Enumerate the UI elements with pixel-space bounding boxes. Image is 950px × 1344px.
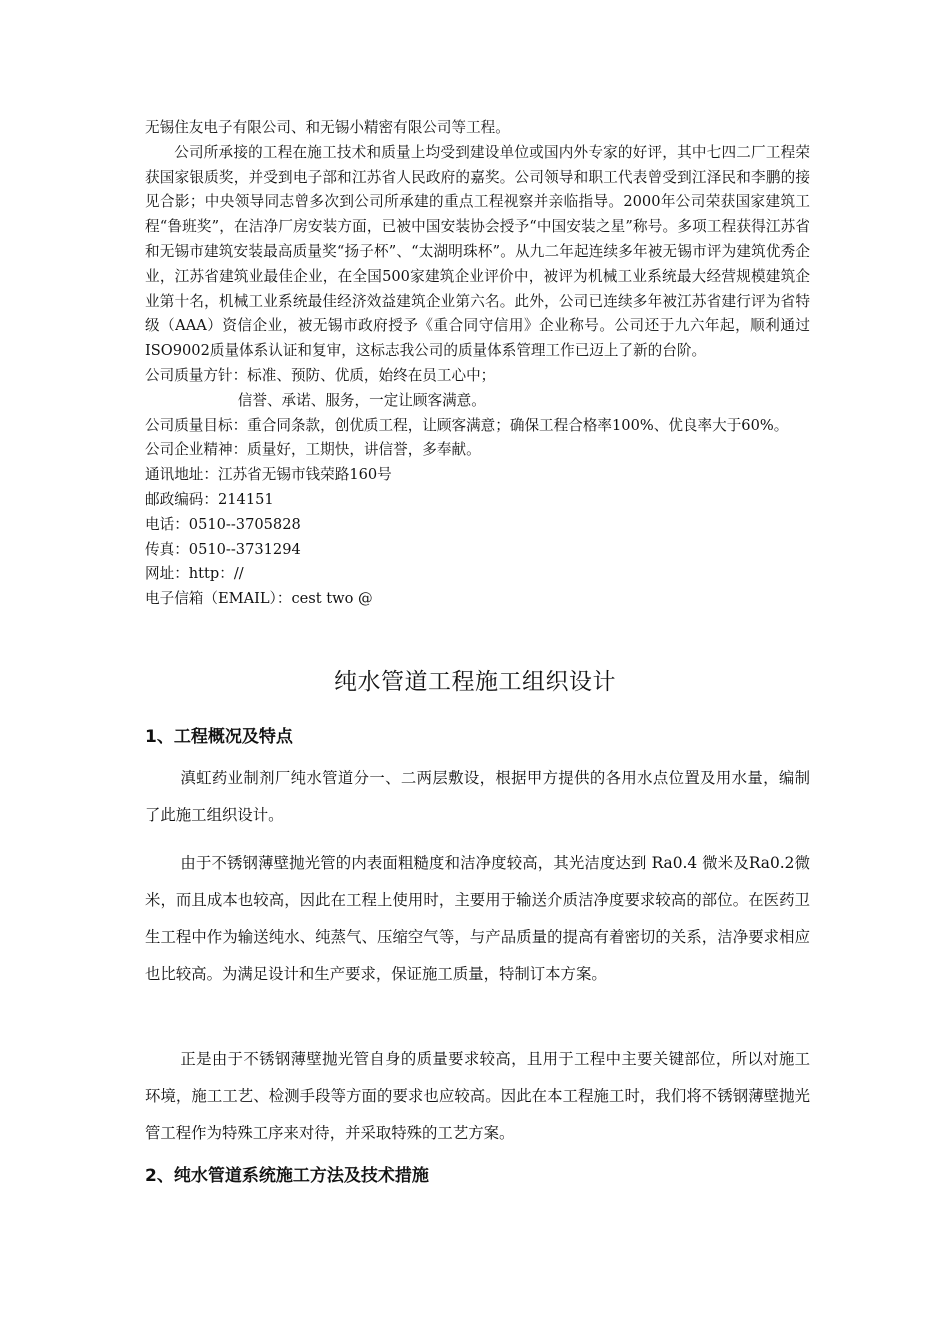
quality-goal: 公司质量目标：重合同条款，创优质工程，让顾客满意；确保工程合格率100%、优良率大于60%。	[145, 416, 789, 434]
section-1-paragraph-2	[145, 845, 810, 993]
paragraph-text: 由于不锈钢薄壁抛光管的内表面粗糙度和洁净度较高，其光洁度达到 Ra0.4 微米及Ra0.2微米，而且成本也较高，因此在工程上使用时，主要用于输送介质洁净度要求较高的部位。在医药卫生工程中作为输送纯水、纯蒸气、压缩空气等，与产品质量的提高有着密切的关系，洁净要求相应也比较高。为满足设计和生产要求，保证施工质量，特制订本方案。	[145, 854, 810, 983]
enterprise-spirit: 公司企业精神：质量好，工期快，讲信誉，多奉献。	[145, 441, 481, 459]
document-title: 纯水管道工程施工组织设计	[334, 669, 616, 695]
section-2-heading: 2、纯水管道系统施工方法及技术措施	[145, 1166, 429, 1186]
quality-policy-line-1: 公司质量方针：标准、预防、优质，始终在员工心中；	[145, 366, 496, 384]
paragraph-text: 正是由于不锈钢薄壁抛光管自身的质量要求较高，且用于工程中主要关键部位，所以对施工环境，施工工艺、检测手段等方面的要求也应较高。因此在本工程施工时，我们将不锈钢薄壁抛光管工程作为特殊工序来对待，并采取特殊的工艺方案。	[145, 1050, 810, 1142]
email-line: 电子信箱（EMAIL）：cest two @	[145, 590, 373, 608]
fax-line: 传真：0510--3731294	[145, 540, 301, 558]
section-1-paragraph-1	[145, 760, 810, 834]
quality-policy-line-2: 信誉、承诺、服务，一定让顾客满意。	[145, 391, 486, 409]
section-1-heading: 1、工程概况及特点	[145, 727, 293, 747]
website-line: 网址：http：//	[145, 565, 244, 583]
intro-line: 无锡住友电子有限公司、和无锡小精密有限公司等工程。	[145, 119, 510, 136]
section-1-paragraph-3	[145, 1041, 810, 1152]
postcode-line: 邮政编码：214151	[145, 490, 274, 508]
paragraph-text: 滇虹药业制剂厂纯水管道分一、二两层敷设，根据甲方提供的各用水点位置及用水量，编制了此施工组织设计。	[145, 769, 810, 824]
company-achievements-paragraph: 公司所承接的工程在施工技术和质量上均受到建设单位或国内外专家的好评，其中七四二厂工程荣获国家银质奖，并受到电子部和江苏省人民政府的嘉奖。公司领导和职工代表曾受到江泽民和李鹏的接见合影；中央领导同志曾多次到公司所承建的重点工程视察并亲临指导。2000年公司荣获国家建筑工程“鲁班奖”，在洁净厂房安装方面，已被中国安装协会授予“中国安装之星”称号。多项工程获得江苏省和无锡市建筑安装最高质量奖“扬子杯”、“太湖明珠杯”。从九二年起连续多年被无锡市评为建筑优秀企业，江苏省建筑业最佳企业，在全国500家建筑企业评价中，被评为机械工业系统最大经营规模建筑企业第十名，机械工业系统最佳经济效益建筑企业第六名。此外，公司已连续多年被江苏省建行评为省特级（AAA）资信企业，被无锡市政府授予《重合同守信用》企业称号。公司还于九六年起，顺利通过ISO9002质量体系认证和复审，这标志我公司的质量体系管理工作已迈上了新的台阶。	[145, 143, 810, 360]
phone-line: 电话：0510--3705828	[145, 515, 301, 533]
company-profile-section	[145, 116, 810, 612]
address-line: 通讯地址：江苏省无锡市钱荣路160号	[145, 466, 392, 484]
